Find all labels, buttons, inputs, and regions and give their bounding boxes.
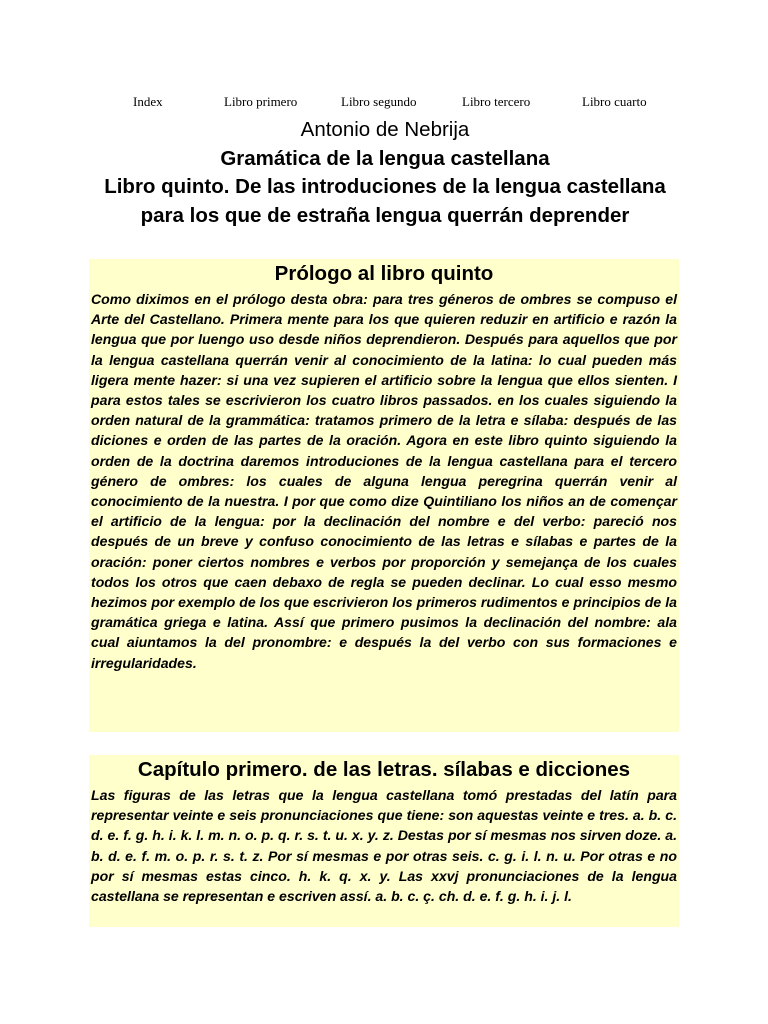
nav-link-libro-tercero[interactable]: Libro tercero [462, 94, 531, 109]
author-name: Antonio de Nebrija [300, 118, 470, 141]
book-title: Libro quinto. De las introduciones de la lengua castellana [104, 175, 666, 198]
nav-link-libro-segundo[interactable]: Libro segundo [341, 94, 417, 109]
prologue-section [89, 259, 679, 732]
prologue-body: Como diximos en el prólogo desta obra: para tres géneros de ombres se compuso el Arte del Castellano. Primera mente para los que quieren reduzir en artificio e razón la lengua que por luengo uso desde niños deprendieron. Después para aquellos que por la lengua castellana querrán venir al conocimiento de la latina: lo cual pueden más ligera mente hazer: si una vez supieren el artificio sobre la lengua que ellos sienten. I para estos tales se escrivieron los cuatro libros passados. en los cuales siguiendo la orden natural de la grammática: tratamos primero de la letra e sílaba: después de las diciones e orden de las partes de la oración. Agora en este libro quinto siguiendo la orden de la doctrina daremos introduciones de la lengua castellana para el tercero género de ombres: los cuales de alguna lengua peregrina querrán venir al conocimiento de la nuestra. I por que como dize Quintiliano los niños an de començar el artificio de la lengua: por la declinación del nombre e del verbo: pareció nos después de un breve y confuso conocimiento de las letras e sílabas e partes de la oración: poner ciertos nombres e verbos por proporción y semejança de los cuales todos los otros que caen debaxo de regla se pueden declinar. Lo cual esso mesmo hezimos por exemplo de los que escrivieron los primeros rudimentos e principios de la gramática griega e latina. Assí que primero pusimos la declinación del nombre: ala cual aiuntamos la del pronombre: e después la del verbo con sus formaciones e irregularidades. [91, 291, 677, 671]
nav-link-index[interactable]: Index [133, 94, 163, 109]
chapter-one-heading: Capítulo primero. de las letras. sílabas e dicciones [137, 758, 631, 781]
nav-link-libro-primero[interactable]: Libro primero [224, 94, 298, 109]
work-title: Gramática de la lengua castellana [220, 146, 550, 170]
nav-link-libro-cuarto[interactable]: Libro cuarto [582, 94, 647, 109]
document-header [90, 116, 680, 230]
chapter-one-body: Las figuras de las letras que la lengua castellana tomó prestadas del latín para representar veinte e seis pronunciaciones que tiene: son aquestas veinte e tres. a. b. c. d. e. f. g. h. i. k. l. m. n. o. p. q. r. s. t. u. x. y. z. Destas por sí mesmas nos sirven doze. a. b. d. e. f. m. o. p. r. s. t. z. Por sí mesmas e por otras seis. c. g. i. l. n. u. Por otras e no por sí mesmas estas cinco. h. k. q. x. y. Las xxvj pronunciaciones de la lengua castellana se representan e escriven assí. a. b. c. ç. ch. d. e. f. g. h. i. j. l. [91, 787, 677, 905]
book-navigation [0, 94, 768, 114]
chapter-one-section [89, 755, 679, 927]
prologue-heading: Prólogo al libro quinto [274, 262, 494, 285]
book-subtitle: para los que de estraña lengua querrán deprender [140, 203, 630, 227]
